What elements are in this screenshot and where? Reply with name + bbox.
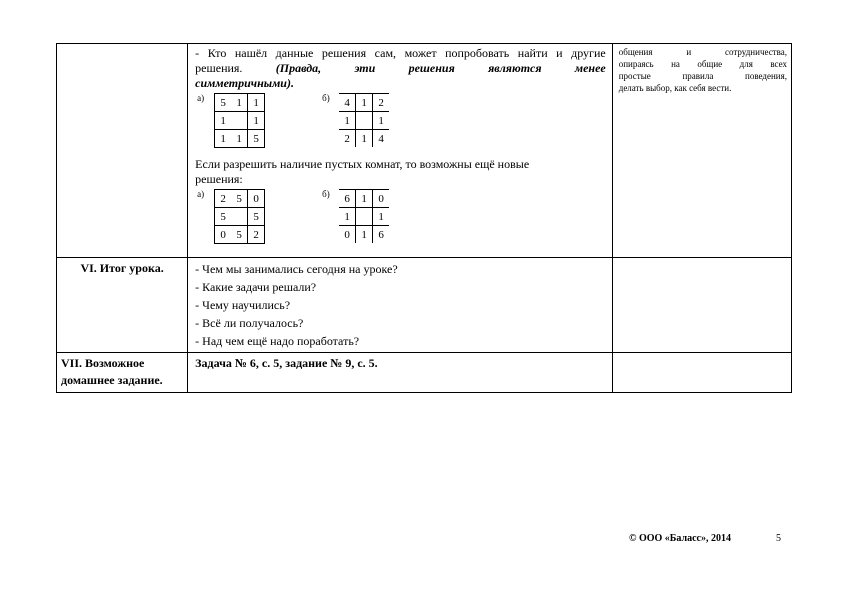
grid-cell: 2 <box>373 94 390 112</box>
grid-row-2 <box>195 189 606 247</box>
grid-row <box>339 112 389 130</box>
question-item: - Над чем ещё надо поработать? <box>195 334 360 348</box>
questions-cell <box>188 258 613 353</box>
grid-cell: 4 <box>339 94 356 112</box>
question-item: - Всё ли получалось? <box>195 316 304 330</box>
homework-cell <box>188 353 613 393</box>
homework-task: Задача № 6, с. 5, задание № 9, с. 5. <box>195 356 378 370</box>
grid-row <box>215 94 265 112</box>
grid-cell: 0 <box>248 190 265 208</box>
grid-cell <box>356 208 373 226</box>
grid-row <box>339 226 389 244</box>
empty-cell <box>612 353 791 393</box>
table-row <box>57 258 792 353</box>
empty-rooms-line-2: решения: <box>195 172 243 186</box>
stage-label-summary: VI. Итог урока. <box>57 258 188 353</box>
grid-row <box>339 130 389 148</box>
grid-cell: 0 <box>215 226 232 244</box>
grid-cell: 5 <box>215 94 232 112</box>
content-cell <box>188 44 613 258</box>
grid-d <box>339 189 389 243</box>
page-number: 5 <box>776 533 781 544</box>
grid-cell: 1 <box>356 94 373 112</box>
grid-row <box>339 94 389 112</box>
grid-c <box>214 189 265 244</box>
empty-cell <box>612 258 791 353</box>
grid-cell: 2 <box>339 130 356 148</box>
question-item: - Чем мы занимались сегодня на уроке? <box>195 262 398 276</box>
grid-cell: 5 <box>231 226 248 244</box>
stage-cell-empty <box>57 44 188 258</box>
grid-cell <box>231 208 248 226</box>
grid-row <box>339 208 389 226</box>
grid-cell: 5 <box>248 130 265 148</box>
grid-b-label: б) <box>322 93 330 103</box>
intro-solutions: решения. <box>195 61 243 75</box>
intro-line-2 <box>195 61 606 76</box>
side-note-line: общения и сотрудничества, <box>618 47 787 57</box>
grid-row <box>215 190 265 208</box>
grid-cell: 6 <box>378 228 384 241</box>
grid-row-1 <box>195 93 606 157</box>
question-item: - Чему научились? <box>195 298 291 312</box>
grid-cell: 0 <box>373 190 390 208</box>
grid-cell: 2 <box>215 190 232 208</box>
grid-row <box>215 112 265 130</box>
grid-cell <box>231 112 248 130</box>
grid-cell: 1 <box>215 130 232 148</box>
grid-cell: 1 <box>231 130 248 148</box>
question-item: - Какие задачи решали? <box>195 280 317 294</box>
grid-cell: 1 <box>373 112 390 130</box>
grid-row <box>215 130 265 148</box>
table-row <box>57 353 792 393</box>
table-row <box>57 44 792 258</box>
grid-a <box>214 93 265 148</box>
homework-label-line: домашнее задание. <box>61 373 163 387</box>
grid-c-label: а) <box>197 189 205 199</box>
grid-cell: 1 <box>215 112 232 130</box>
grid-cell: 1 <box>373 208 390 226</box>
grid-cell: 2 <box>248 226 265 244</box>
grid-cell: 4 <box>378 132 384 145</box>
intro-note: (Правда, эти решения являются менее <box>275 61 606 75</box>
grid-cell: 0 <box>339 226 356 244</box>
intro-line: - Кто нашёл данные решения сам, может попробовать найти и другие <box>195 46 606 60</box>
grid-cell: 5 <box>248 208 265 226</box>
grid-cell: 6 <box>339 190 356 208</box>
grid-a-label: а) <box>197 93 205 103</box>
lesson-plan-table <box>56 43 792 393</box>
grid-row <box>215 208 265 226</box>
grid-cell: 1 <box>339 112 356 130</box>
stage-label-homework <box>57 353 188 393</box>
grid-cell <box>356 112 373 130</box>
grid-cell: 5 <box>231 190 248 208</box>
grid-row <box>215 226 265 244</box>
homework-label-line: VII. Возможное <box>61 356 145 370</box>
copyright: © ООО «Баласс», 2014 <box>629 533 731 544</box>
grid-cell: 1 <box>356 130 373 148</box>
empty-rooms-line: Если разрешить наличие пустых комнат, то возможны ещё новые <box>195 157 530 171</box>
side-note-line: делать выбор, как себя вести. <box>618 83 732 93</box>
side-note-line: простые правила поведения, <box>618 71 787 81</box>
grid-cell: 1 <box>248 94 265 112</box>
grid-b <box>339 93 389 147</box>
grid-cell: 1 <box>339 208 356 226</box>
side-note-line: опираясь на общие для всех <box>618 59 787 69</box>
grid-cell: 1 <box>356 226 373 244</box>
grid-cell: 5 <box>215 208 232 226</box>
grid-cell: 1 <box>248 112 265 130</box>
side-note-cell <box>612 44 791 258</box>
grid-cell: 1 <box>356 190 373 208</box>
grid-d-label: б) <box>322 189 330 199</box>
intro-note-end: симметричными). <box>195 76 294 90</box>
grid-row <box>339 190 389 208</box>
grid-cell: 1 <box>231 94 248 112</box>
